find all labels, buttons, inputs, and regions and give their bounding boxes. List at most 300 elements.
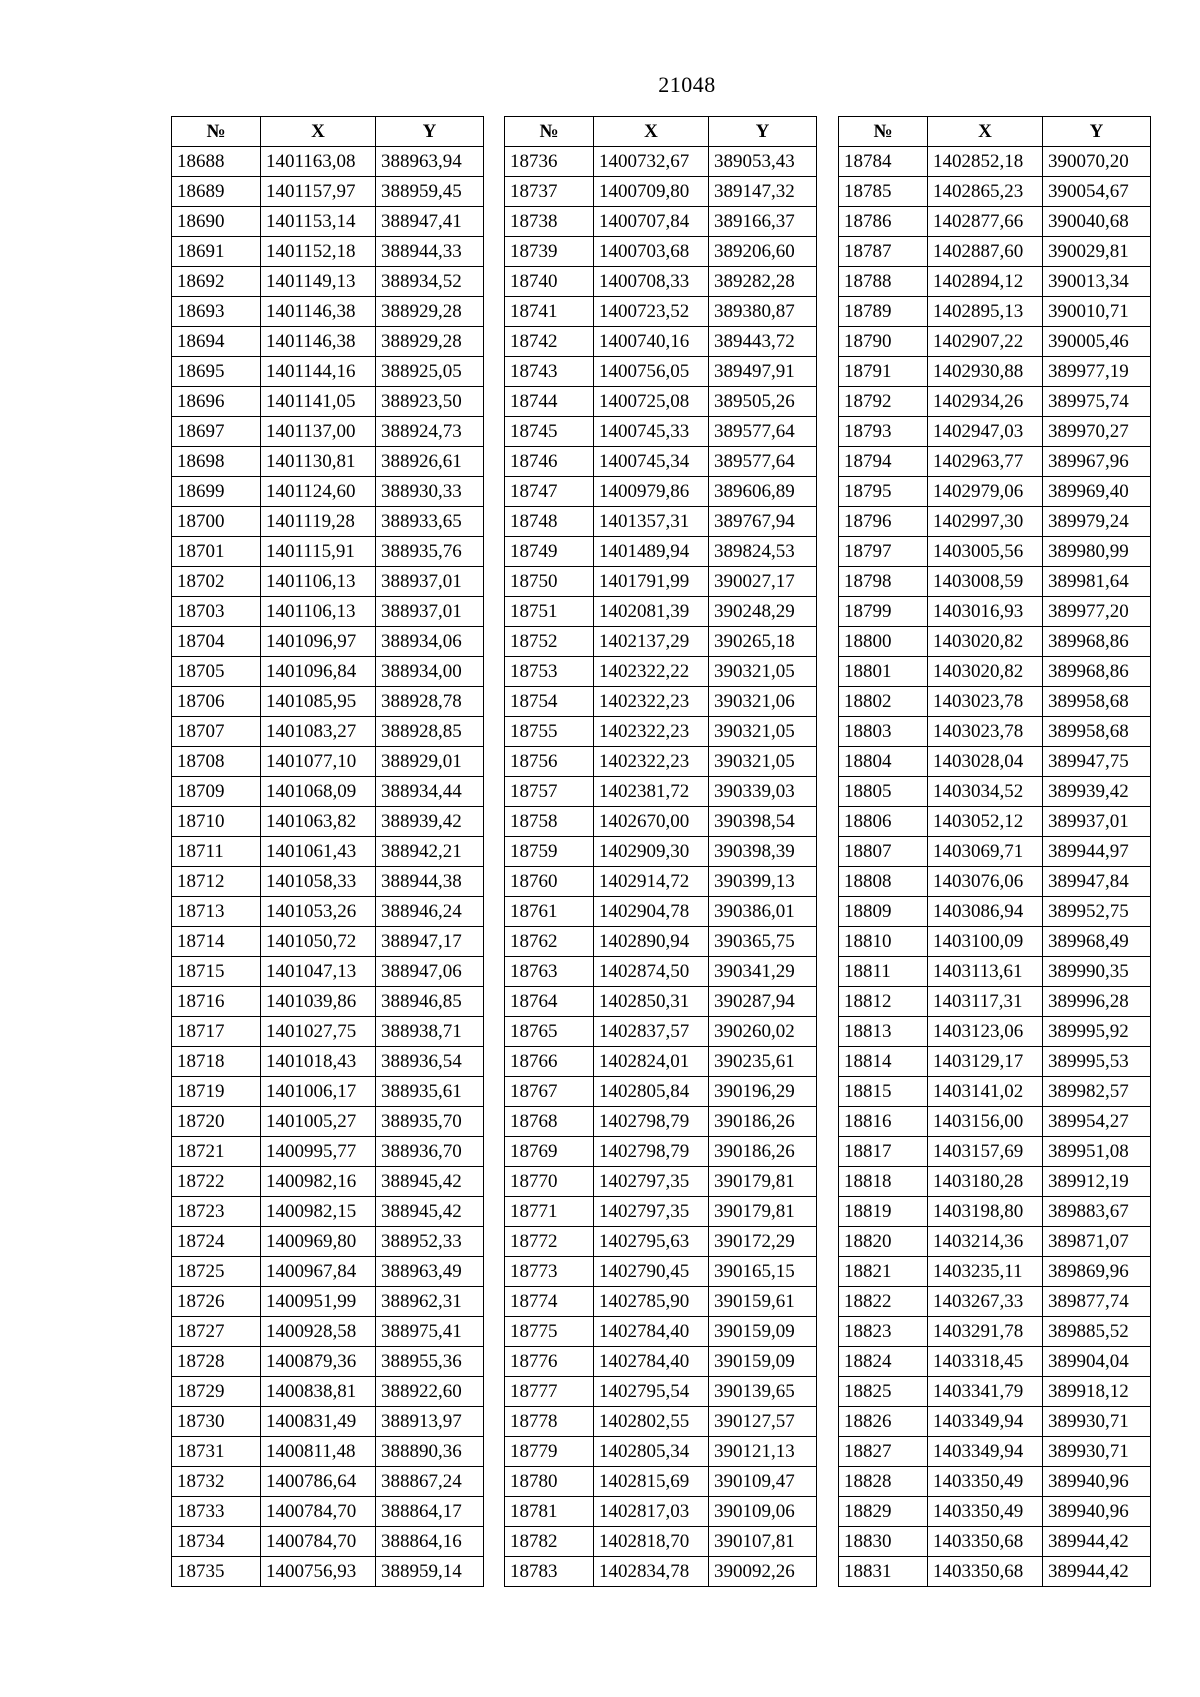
table-row xyxy=(839,1557,1151,1587)
cell-x: 1401063,82 xyxy=(261,807,376,837)
cell-number: 18743 xyxy=(505,357,594,387)
table-row xyxy=(172,897,484,927)
cell-x: 1401115,91 xyxy=(261,537,376,567)
cell-number: 18773 xyxy=(505,1257,594,1287)
cell-number: 18812 xyxy=(839,987,928,1017)
cell-number: 18728 xyxy=(172,1347,261,1377)
table-row xyxy=(505,1107,817,1137)
cell-number: 18750 xyxy=(505,567,594,597)
cell-x: 1402381,72 xyxy=(594,777,709,807)
table-row xyxy=(172,1467,484,1497)
cell-y: 390159,09 xyxy=(709,1317,817,1347)
cell-number: 18803 xyxy=(839,717,928,747)
cell-number: 18693 xyxy=(172,297,261,327)
cell-y: 389958,68 xyxy=(1043,717,1151,747)
cell-x: 1403214,36 xyxy=(928,1227,1043,1257)
cell-y: 388939,42 xyxy=(376,807,484,837)
cell-x: 1401053,26 xyxy=(261,897,376,927)
table-row xyxy=(172,1377,484,1407)
cell-x: 1400732,67 xyxy=(594,147,709,177)
cell-y: 389940,96 xyxy=(1043,1467,1151,1497)
table-row xyxy=(505,417,817,447)
cell-number: 18830 xyxy=(839,1527,928,1557)
cell-x: 1401096,97 xyxy=(261,627,376,657)
cell-number: 18735 xyxy=(172,1557,261,1587)
cell-x: 1401791,99 xyxy=(594,567,709,597)
table-row xyxy=(839,1287,1151,1317)
cell-x: 1403028,04 xyxy=(928,747,1043,777)
table-row xyxy=(839,1467,1151,1497)
cell-number: 18723 xyxy=(172,1197,261,1227)
cell-x: 1403005,56 xyxy=(928,537,1043,567)
cell-number: 18814 xyxy=(839,1047,928,1077)
cell-y: 388864,17 xyxy=(376,1497,484,1527)
table-row xyxy=(839,207,1151,237)
cell-x: 1402818,70 xyxy=(594,1527,709,1557)
table-row xyxy=(839,1227,1151,1257)
table-row xyxy=(505,1377,817,1407)
cell-y: 389606,89 xyxy=(709,477,817,507)
cell-number: 18776 xyxy=(505,1347,594,1377)
cell-x: 1401137,00 xyxy=(261,417,376,447)
column-header-x: X xyxy=(594,117,709,147)
cell-x: 1402824,01 xyxy=(594,1047,709,1077)
cell-x: 1403086,94 xyxy=(928,897,1043,927)
cell-y: 389947,84 xyxy=(1043,867,1151,897)
cell-x: 1400756,05 xyxy=(594,357,709,387)
table-row xyxy=(839,657,1151,687)
cell-y: 388867,24 xyxy=(376,1467,484,1497)
cell-x: 1401144,16 xyxy=(261,357,376,387)
cell-number: 18823 xyxy=(839,1317,928,1347)
cell-y: 388934,52 xyxy=(376,267,484,297)
cell-number: 18816 xyxy=(839,1107,928,1137)
cell-number: 18811 xyxy=(839,957,928,987)
cell-x: 1403020,82 xyxy=(928,657,1043,687)
table-row xyxy=(505,717,817,747)
cell-x: 1400982,15 xyxy=(261,1197,376,1227)
cell-x: 1403349,94 xyxy=(928,1407,1043,1437)
cell-number: 18758 xyxy=(505,807,594,837)
cell-number: 18757 xyxy=(505,777,594,807)
cell-x: 1400708,33 xyxy=(594,267,709,297)
table-row xyxy=(839,1497,1151,1527)
table-row xyxy=(505,687,817,717)
cell-x: 1403008,59 xyxy=(928,567,1043,597)
table-row xyxy=(505,897,817,927)
cell-x: 1403100,09 xyxy=(928,927,1043,957)
cell-y: 388913,97 xyxy=(376,1407,484,1437)
cell-number: 18783 xyxy=(505,1557,594,1587)
cell-y: 388962,31 xyxy=(376,1287,484,1317)
cell-number: 18718 xyxy=(172,1047,261,1077)
cell-y: 390159,61 xyxy=(709,1287,817,1317)
cell-number: 18688 xyxy=(172,147,261,177)
cell-x: 1403069,71 xyxy=(928,837,1043,867)
cell-x: 1400745,34 xyxy=(594,447,709,477)
cell-number: 18713 xyxy=(172,897,261,927)
table-row xyxy=(505,1197,817,1227)
cell-number: 18793 xyxy=(839,417,928,447)
table-row xyxy=(172,747,484,777)
table-row xyxy=(505,1137,817,1167)
cell-x: 1400786,64 xyxy=(261,1467,376,1497)
cell-x: 1402322,22 xyxy=(594,657,709,687)
cell-number: 18755 xyxy=(505,717,594,747)
cell-number: 18775 xyxy=(505,1317,594,1347)
table-row xyxy=(172,597,484,627)
table-row xyxy=(839,867,1151,897)
cell-y: 390321,06 xyxy=(709,687,817,717)
cell-x: 1403267,33 xyxy=(928,1287,1043,1317)
cell-y: 388926,61 xyxy=(376,447,484,477)
page-number: 21048 xyxy=(658,72,716,97)
cell-number: 18790 xyxy=(839,327,928,357)
cell-number: 18721 xyxy=(172,1137,261,1167)
cell-number: 18752 xyxy=(505,627,594,657)
cell-y: 389968,86 xyxy=(1043,627,1151,657)
cell-y: 390127,57 xyxy=(709,1407,817,1437)
cell-x: 1401085,95 xyxy=(261,687,376,717)
cell-number: 18802 xyxy=(839,687,928,717)
cell-x: 1403350,49 xyxy=(928,1497,1043,1527)
cell-y: 390386,01 xyxy=(709,897,817,927)
cell-y: 390398,54 xyxy=(709,807,817,837)
cell-x: 1401027,75 xyxy=(261,1017,376,1047)
cell-number: 18785 xyxy=(839,177,928,207)
table-row xyxy=(172,957,484,987)
cell-x: 1400969,80 xyxy=(261,1227,376,1257)
cell-y: 388975,41 xyxy=(376,1317,484,1347)
cell-y: 389967,96 xyxy=(1043,447,1151,477)
cell-number: 18782 xyxy=(505,1527,594,1557)
cell-y: 390339,03 xyxy=(709,777,817,807)
cell-number: 18730 xyxy=(172,1407,261,1437)
table-header-row xyxy=(505,117,817,147)
table-row xyxy=(505,1497,817,1527)
cell-y: 388928,78 xyxy=(376,687,484,717)
cell-x: 1403141,02 xyxy=(928,1077,1043,1107)
cell-x: 1401489,94 xyxy=(594,537,709,567)
cell-number: 18764 xyxy=(505,987,594,1017)
table-row xyxy=(172,1317,484,1347)
table-row xyxy=(505,1287,817,1317)
table-row xyxy=(505,297,817,327)
cell-number: 18696 xyxy=(172,387,261,417)
table-row xyxy=(839,1017,1151,1047)
table-row xyxy=(172,387,484,417)
cell-x: 1401077,10 xyxy=(261,747,376,777)
cell-number: 18800 xyxy=(839,627,928,657)
cell-y: 390070,20 xyxy=(1043,147,1151,177)
cell-y: 389944,42 xyxy=(1043,1557,1151,1587)
cell-number: 18796 xyxy=(839,507,928,537)
table-row xyxy=(505,147,817,177)
cell-x: 1403341,79 xyxy=(928,1377,1043,1407)
table-row xyxy=(839,687,1151,717)
cell-number: 18765 xyxy=(505,1017,594,1047)
cell-x: 1401146,38 xyxy=(261,327,376,357)
cell-x: 1402790,45 xyxy=(594,1257,709,1287)
cell-number: 18691 xyxy=(172,237,261,267)
table-row xyxy=(505,807,817,837)
table-row xyxy=(839,927,1151,957)
table-row xyxy=(839,957,1151,987)
cell-x: 1403156,00 xyxy=(928,1107,1043,1137)
table-row xyxy=(839,747,1151,777)
table-row xyxy=(505,357,817,387)
cell-number: 18746 xyxy=(505,447,594,477)
cell-y: 389869,96 xyxy=(1043,1257,1151,1287)
cell-x: 1403318,45 xyxy=(928,1347,1043,1377)
cell-y: 390109,47 xyxy=(709,1467,817,1497)
cell-number: 18739 xyxy=(505,237,594,267)
cell-number: 18700 xyxy=(172,507,261,537)
table-row xyxy=(172,1407,484,1437)
table-row xyxy=(505,987,817,1017)
cell-y: 388959,45 xyxy=(376,177,484,207)
cell-y: 388936,70 xyxy=(376,1137,484,1167)
cell-x: 1402894,12 xyxy=(928,267,1043,297)
cell-y: 390179,81 xyxy=(709,1197,817,1227)
cell-y: 390109,06 xyxy=(709,1497,817,1527)
cell-y: 388930,33 xyxy=(376,477,484,507)
cell-x: 1401153,14 xyxy=(261,207,376,237)
cell-x: 1402934,26 xyxy=(928,387,1043,417)
table-row xyxy=(172,177,484,207)
table-row xyxy=(505,657,817,687)
table-row xyxy=(839,1137,1151,1167)
cell-y: 389206,60 xyxy=(709,237,817,267)
cell-y: 389505,26 xyxy=(709,387,817,417)
cell-y: 388929,28 xyxy=(376,297,484,327)
cell-y: 388937,01 xyxy=(376,567,484,597)
cell-y: 388947,17 xyxy=(376,927,484,957)
table-row xyxy=(839,447,1151,477)
table-row xyxy=(839,627,1151,657)
cell-y: 389577,64 xyxy=(709,447,817,477)
cell-y: 388944,33 xyxy=(376,237,484,267)
coordinate-table-3 xyxy=(838,116,1151,1587)
cell-y: 389497,91 xyxy=(709,357,817,387)
table-row xyxy=(505,267,817,297)
cell-x: 1401039,86 xyxy=(261,987,376,1017)
cell-x: 1401050,72 xyxy=(261,927,376,957)
coordinate-table-1 xyxy=(171,116,484,1587)
cell-number: 18710 xyxy=(172,807,261,837)
cell-y: 389977,19 xyxy=(1043,357,1151,387)
cell-number: 18714 xyxy=(172,927,261,957)
cell-y: 389767,94 xyxy=(709,507,817,537)
cell-y: 389981,64 xyxy=(1043,567,1151,597)
cell-y: 388945,42 xyxy=(376,1197,484,1227)
cell-y: 390010,71 xyxy=(1043,297,1151,327)
cell-x: 1402797,35 xyxy=(594,1197,709,1227)
cell-number: 18761 xyxy=(505,897,594,927)
cell-number: 18712 xyxy=(172,867,261,897)
cell-x: 1401357,31 xyxy=(594,507,709,537)
table-row xyxy=(172,297,484,327)
table-row xyxy=(839,777,1151,807)
table-row xyxy=(505,867,817,897)
cell-x: 1401047,13 xyxy=(261,957,376,987)
cell-number: 18709 xyxy=(172,777,261,807)
cell-y: 389443,72 xyxy=(709,327,817,357)
cell-number: 18791 xyxy=(839,357,928,387)
cell-y: 388923,50 xyxy=(376,387,484,417)
cell-number: 18762 xyxy=(505,927,594,957)
table-row xyxy=(172,207,484,237)
table-row xyxy=(839,1167,1151,1197)
column-header-y: Y xyxy=(1043,117,1151,147)
cell-number: 18799 xyxy=(839,597,928,627)
cell-number: 18733 xyxy=(172,1497,261,1527)
cell-number: 18778 xyxy=(505,1407,594,1437)
cell-x: 1400979,86 xyxy=(594,477,709,507)
cell-y: 390260,02 xyxy=(709,1017,817,1047)
cell-number: 18716 xyxy=(172,987,261,1017)
cell-x: 1403052,12 xyxy=(928,807,1043,837)
cell-x: 1403076,06 xyxy=(928,867,1043,897)
table-row xyxy=(172,1557,484,1587)
table-row xyxy=(172,267,484,297)
table-row xyxy=(505,1227,817,1257)
cell-number: 18707 xyxy=(172,717,261,747)
cell-number: 18817 xyxy=(839,1137,928,1167)
cell-y: 388928,85 xyxy=(376,717,484,747)
cell-x: 1402322,23 xyxy=(594,687,709,717)
cell-number: 18787 xyxy=(839,237,928,267)
cell-number: 18821 xyxy=(839,1257,928,1287)
table-row xyxy=(839,147,1151,177)
cell-x: 1400995,77 xyxy=(261,1137,376,1167)
cell-y: 388929,01 xyxy=(376,747,484,777)
cell-y: 389958,68 xyxy=(1043,687,1151,717)
cell-x: 1401083,27 xyxy=(261,717,376,747)
cell-y: 389939,42 xyxy=(1043,777,1151,807)
cell-x: 1401130,81 xyxy=(261,447,376,477)
cell-y: 389954,27 xyxy=(1043,1107,1151,1137)
cell-number: 18766 xyxy=(505,1047,594,1077)
cell-x: 1402997,30 xyxy=(928,507,1043,537)
cell-y: 389912,19 xyxy=(1043,1167,1151,1197)
cell-y: 389970,27 xyxy=(1043,417,1151,447)
table-row xyxy=(505,597,817,627)
cell-number: 18826 xyxy=(839,1407,928,1437)
cell-number: 18807 xyxy=(839,837,928,867)
cell-number: 18719 xyxy=(172,1077,261,1107)
cell-x: 1402815,69 xyxy=(594,1467,709,1497)
cell-x: 1403020,82 xyxy=(928,627,1043,657)
cell-number: 18742 xyxy=(505,327,594,357)
table-row xyxy=(505,567,817,597)
cell-y: 389969,40 xyxy=(1043,477,1151,507)
cell-number: 18797 xyxy=(839,537,928,567)
table-row xyxy=(505,327,817,357)
table-row xyxy=(172,777,484,807)
cell-number: 18810 xyxy=(839,927,928,957)
cell-number: 18734 xyxy=(172,1527,261,1557)
cell-number: 18801 xyxy=(839,657,928,687)
table-row xyxy=(172,1017,484,1047)
cell-x: 1402887,60 xyxy=(928,237,1043,267)
cell-number: 18825 xyxy=(839,1377,928,1407)
cell-x: 1402802,55 xyxy=(594,1407,709,1437)
table-row xyxy=(505,1257,817,1287)
table-row xyxy=(505,837,817,867)
table-row xyxy=(505,1437,817,1467)
table-row xyxy=(839,597,1151,627)
table-row xyxy=(172,507,484,537)
cell-number: 18722 xyxy=(172,1167,261,1197)
cell-y: 388922,60 xyxy=(376,1377,484,1407)
cell-x: 1402798,79 xyxy=(594,1137,709,1167)
cell-number: 18777 xyxy=(505,1377,594,1407)
cell-x: 1403291,78 xyxy=(928,1317,1043,1347)
cell-y: 389937,01 xyxy=(1043,807,1151,837)
cell-x: 1402784,40 xyxy=(594,1347,709,1377)
cell-y: 389944,42 xyxy=(1043,1527,1151,1557)
cell-number: 18726 xyxy=(172,1287,261,1317)
column-header-x: X xyxy=(261,117,376,147)
cell-y: 390186,26 xyxy=(709,1137,817,1167)
cell-x: 1402805,84 xyxy=(594,1077,709,1107)
cell-x: 1402947,03 xyxy=(928,417,1043,447)
cell-y: 389952,75 xyxy=(1043,897,1151,927)
cell-x: 1403113,61 xyxy=(928,957,1043,987)
cell-number: 18738 xyxy=(505,207,594,237)
cell-number: 18736 xyxy=(505,147,594,177)
cell-number: 18727 xyxy=(172,1317,261,1347)
cell-y: 390165,15 xyxy=(709,1257,817,1287)
table-row xyxy=(839,267,1151,297)
cell-number: 18701 xyxy=(172,537,261,567)
cell-x: 1402904,78 xyxy=(594,897,709,927)
cell-y: 390027,17 xyxy=(709,567,817,597)
table-row xyxy=(172,327,484,357)
table-row xyxy=(839,327,1151,357)
cell-number: 18805 xyxy=(839,777,928,807)
table-row xyxy=(172,837,484,867)
table-row xyxy=(172,807,484,837)
table-row xyxy=(505,177,817,207)
table-row xyxy=(505,447,817,477)
table-row xyxy=(172,717,484,747)
table-row xyxy=(505,1017,817,1047)
cell-number: 18829 xyxy=(839,1497,928,1527)
table-row xyxy=(172,477,484,507)
cell-x: 1402930,88 xyxy=(928,357,1043,387)
cell-y: 390398,39 xyxy=(709,837,817,867)
cell-y: 389982,57 xyxy=(1043,1077,1151,1107)
cell-number: 18767 xyxy=(505,1077,594,1107)
cell-y: 390092,26 xyxy=(709,1557,817,1587)
cell-x: 1402914,72 xyxy=(594,867,709,897)
cell-x: 1400756,93 xyxy=(261,1557,376,1587)
table-header-row xyxy=(839,117,1151,147)
table-row xyxy=(839,477,1151,507)
cell-x: 1402890,94 xyxy=(594,927,709,957)
cell-number: 18771 xyxy=(505,1197,594,1227)
cell-number: 18749 xyxy=(505,537,594,567)
table-row xyxy=(505,537,817,567)
cell-x: 1403350,49 xyxy=(928,1467,1043,1497)
cell-number: 18689 xyxy=(172,177,261,207)
cell-y: 389968,49 xyxy=(1043,927,1151,957)
table-row xyxy=(505,207,817,237)
cell-number: 18779 xyxy=(505,1437,594,1467)
cell-y: 388929,28 xyxy=(376,327,484,357)
